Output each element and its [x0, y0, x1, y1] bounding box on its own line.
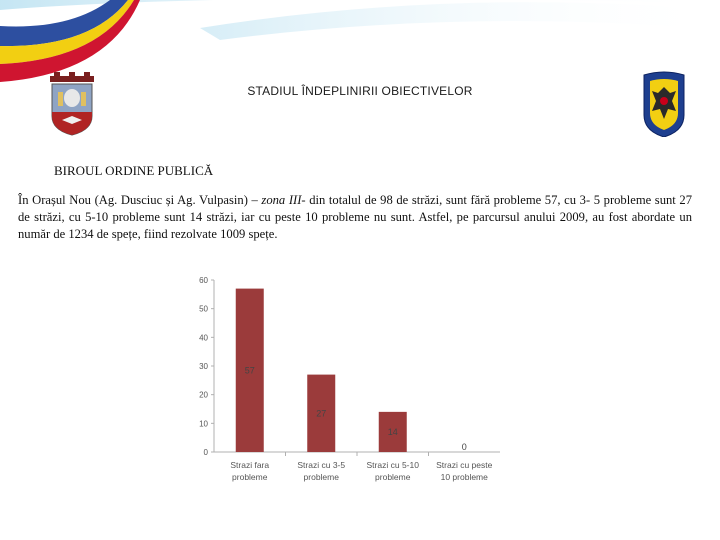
street-problems-bar-chart	[190, 268, 520, 498]
page-title: STADIUL ÎNDEPLINIRII OBIECTIVELOR	[247, 84, 473, 98]
x-axis-category-label: probleme	[375, 472, 411, 482]
x-axis-category-labels	[230, 452, 492, 482]
y-axis-tick-label: 50	[199, 304, 208, 314]
x-axis-category-label: Strazi cu 5-10	[366, 460, 419, 470]
y-axis-tick-label: 40	[199, 333, 208, 343]
y-axis-tick-label: 10	[199, 419, 208, 429]
bars-group	[236, 289, 467, 452]
gendarmerie-emblem-logo	[640, 71, 688, 137]
city-coat-of-arms-logo	[48, 72, 96, 136]
x-axis-category-label: Strazi fara	[230, 460, 270, 470]
body-paragraph	[18, 192, 692, 243]
paragraph-rest: - din totalul de 98 de străzi, sunt fără probleme 57, cu 3- 5 probleme sunt 27 de străzi, cu 5-10 probleme sunt 14 străzi, iar cu peste 10 probleme nu sunt. Astfel, pe parcursul anului 2009, au fost abordate un număr de 1234 de spețe, fiind rezolvate 1009 spețe.	[18, 193, 692, 241]
x-axis-category-label: probleme	[303, 472, 339, 482]
zone-label: zona III	[261, 193, 302, 207]
section-title: BIROUL ORDINE PUBLICĂ	[54, 163, 214, 178]
y-axis-tick-label: 30	[199, 362, 208, 371]
bar-data-label: 57	[244, 365, 255, 376]
x-axis-category-label: Strazi cu peste	[436, 460, 493, 470]
x-axis-category-label: 10 probleme	[440, 472, 488, 482]
paragraph-lead: În Orașul Nou (Ag. Dusciuc și Ag. Vulpasin) –	[18, 193, 262, 207]
x-axis-category-label: probleme	[232, 472, 268, 482]
bar-data-label: 14	[387, 426, 398, 437]
y-axis-tick-label: 60	[199, 276, 208, 285]
x-axis-category-label: Strazi cu 3-5	[297, 460, 346, 470]
bar-data-label: 27	[316, 408, 327, 419]
y-axis-tick-labels	[199, 276, 214, 457]
y-axis-tick-label: 0	[203, 448, 208, 457]
y-axis-tick-label: 20	[199, 390, 208, 400]
bar-data-label: 0	[461, 442, 467, 452]
